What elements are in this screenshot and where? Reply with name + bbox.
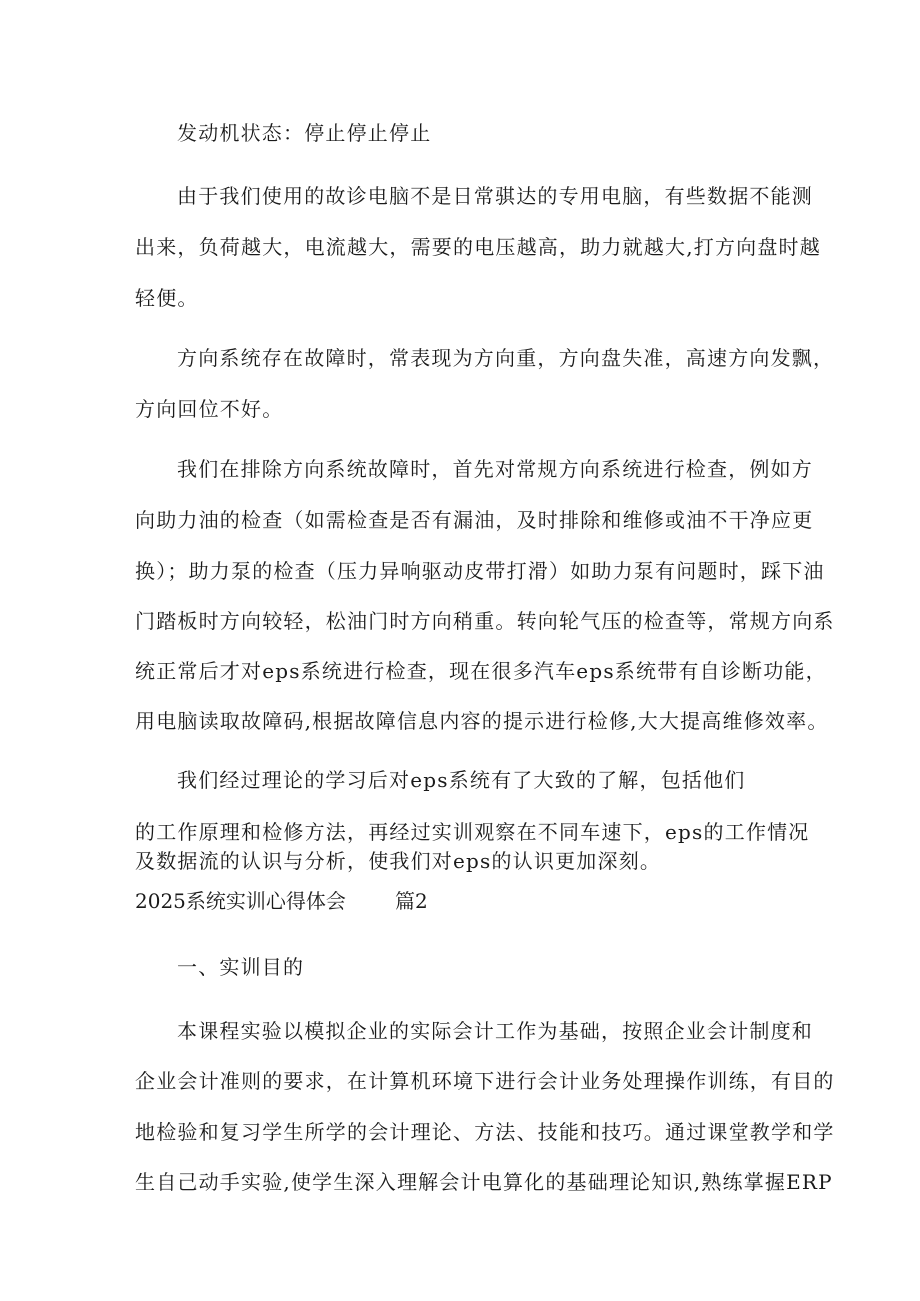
engine-status-line: 发动机状态：停止停止停止 xyxy=(177,121,432,145)
subsection-heading: 一、实训目的 xyxy=(177,955,305,979)
paragraph-line: 及数据流的认识与分析，使我们对eps的认识更加深刻。 xyxy=(135,849,662,873)
paragraph-line: 的工作原理和检修方法，再经过实训观察在不同车速下，eps的工作情况 xyxy=(135,820,810,844)
paragraph-line: 向助力油的检查（如需检查是否有漏油，及时排除和维修或油不干净应更 xyxy=(135,508,814,532)
paragraph-line: 我们经过理论的学习后对eps系统有了大致的了解，包括他们 xyxy=(177,768,746,792)
paragraph-line: 用电脑读取故障码,根据故障信息内容的提示进行检修,大大提高维修效率。 xyxy=(135,709,829,733)
paragraph-line: 生自己动手实验,使学生深入理解会计电算化的基础理论知识,熟练掌握ERP xyxy=(135,1170,833,1194)
paragraph-line: 本课程实验以模拟企业的实际会计工作为基础，按照企业会计制度和 xyxy=(177,1019,813,1043)
paragraph-line: 方向回位不好。 xyxy=(135,397,284,421)
section-heading-part: 篇2 xyxy=(395,889,428,913)
paragraph-line: 出来，负荷越大，电流越大，需要的电压越高，助力就越大,打方向盘时越 xyxy=(135,235,821,259)
section-heading-title: 2025系统实训心得体会 xyxy=(135,889,346,913)
paragraph-line: 方向系统存在故障时，常表现为方向重，方向盘失准，高速方向发飘， xyxy=(177,346,835,370)
paragraph-line: 地检验和复习学生所学的会计理论、方法、技能和技巧。通过课堂教学和学 xyxy=(135,1120,835,1144)
paragraph-line: 轻便。 xyxy=(135,286,199,310)
paragraph-line: 企业会计准则的要求，在计算机环境下进行会计业务处理操作训练，有目的 xyxy=(135,1069,835,1093)
paragraph-line: 我们在排除方向系统故障时，首先对常规方向系统进行检查，例如方 xyxy=(177,457,813,481)
paragraph-line: 换）；助力泵的检查（压力异响驱动皮带打滑）如助力泵有问题时，踩下油 xyxy=(135,559,825,583)
paragraph-line: 统正常后才对eps系统进行检查，现在很多汽车eps系统带有自诊断功能， xyxy=(135,659,827,683)
paragraph-line: 由于我们使用的故诊电脑不是日常骐达的专用电脑，有些数据不能测 xyxy=(177,184,813,208)
paragraph-line: 门踏板时方向较轻，松油门时方向稍重。转向轮气压的检查等，常规方向系 xyxy=(135,609,835,633)
